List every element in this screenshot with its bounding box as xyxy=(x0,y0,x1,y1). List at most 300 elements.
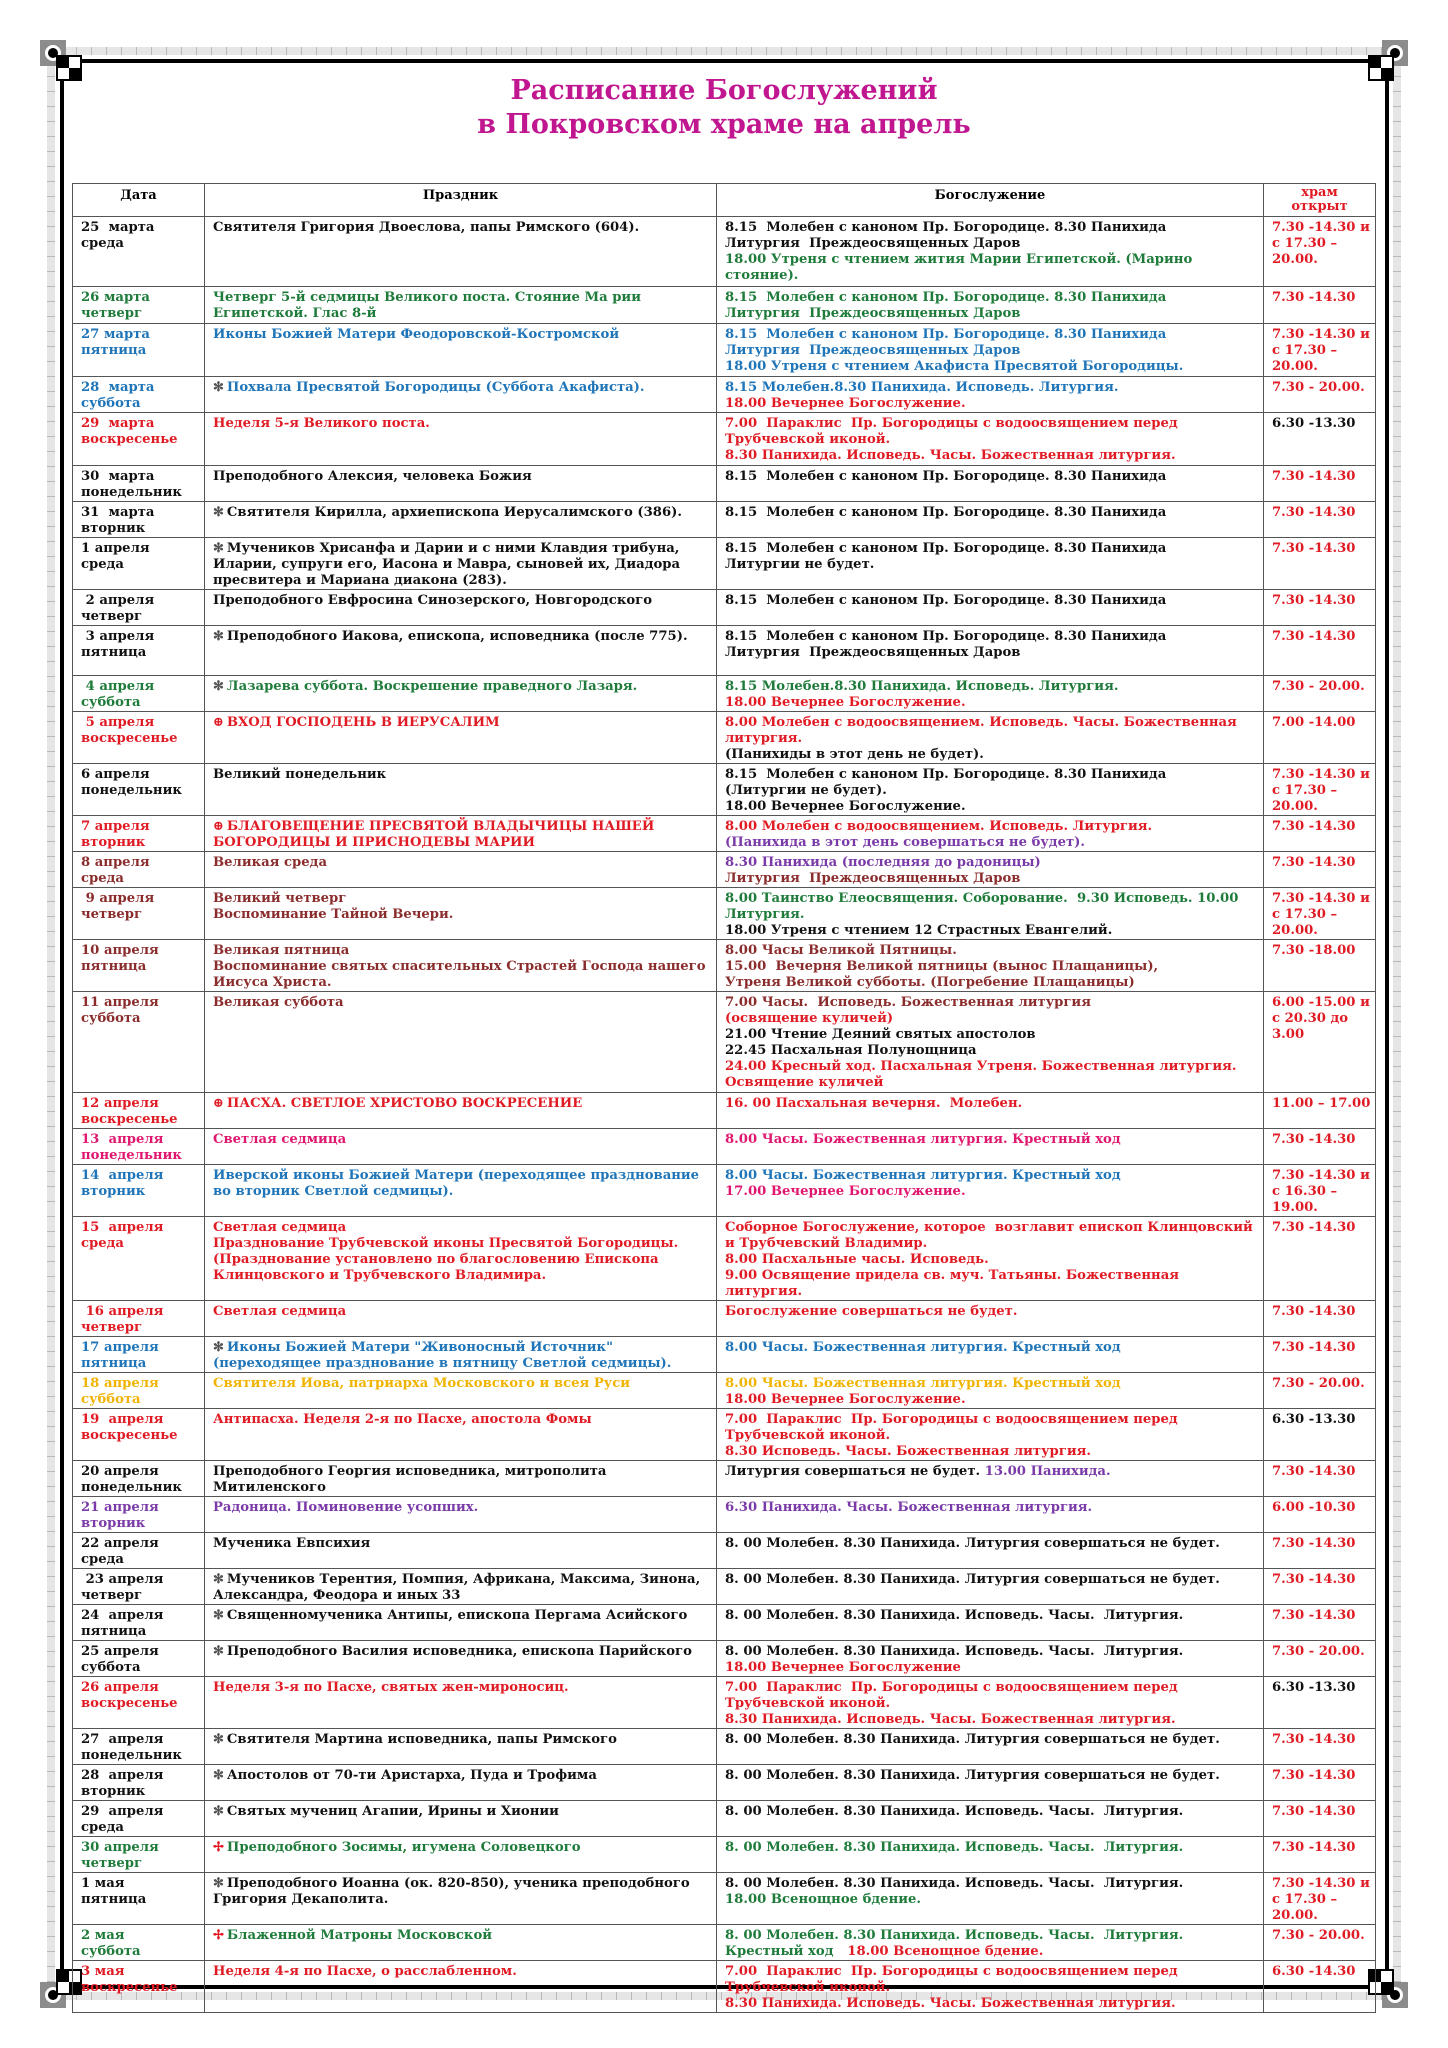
feast-cell xyxy=(205,1461,717,1497)
date-day: 13 апреля xyxy=(81,1132,164,1147)
date-cell xyxy=(73,590,205,626)
feast-label: Преподобного Зосимы, игумена Соловецкого xyxy=(226,1840,581,1855)
date-cell xyxy=(73,1409,205,1461)
date-weekday: четверг xyxy=(81,306,143,321)
service-line: Крестный ход xyxy=(725,1944,834,1959)
feast-label: Великая среда xyxy=(213,855,327,870)
service-cell xyxy=(717,1605,1264,1641)
open-hours-cell: 6.00 -10.30 xyxy=(1264,1497,1376,1533)
date-cell xyxy=(73,502,205,538)
feast-label: Антипасха. Неделя 2-я по Пасхе, апостола Фомы xyxy=(213,1412,592,1427)
feast-cell xyxy=(205,940,717,992)
date-day: 30 марта xyxy=(81,469,155,484)
feast-label: ПАСХА. СВЕТЛОЕ ХРИСТОВО ВОСКРЕСЕНИЕ xyxy=(226,1096,583,1111)
date-cell xyxy=(73,287,205,324)
date-day: 17 апреля xyxy=(81,1340,159,1355)
service-cell xyxy=(717,1569,1264,1605)
table-row xyxy=(73,1497,1376,1533)
date-cell xyxy=(73,1677,205,1729)
feast-label: Преподобного Алексия, человека Божия xyxy=(213,469,532,484)
page-title-line1: Расписание Богослужений xyxy=(510,75,938,106)
date-weekday: понедельник xyxy=(81,1480,182,1495)
date-cell xyxy=(73,816,205,852)
date-cell xyxy=(73,1569,205,1605)
cross-icon: ✢ xyxy=(213,1840,224,1855)
open-hours-cell: 7.30 -14.30 xyxy=(1264,1337,1376,1373)
table-row xyxy=(73,992,1376,1093)
date-weekday: четверг xyxy=(81,609,143,624)
feast-text xyxy=(213,505,708,521)
open-hours-cell: 7.30 -14.30 xyxy=(1264,1801,1376,1837)
date-day: 18 апреля xyxy=(81,1376,159,1391)
date-day: 5 апреля xyxy=(81,715,155,730)
feast-cell xyxy=(205,1165,717,1217)
feast-label: Святителя Мартина исповедника, папы Римского xyxy=(226,1732,617,1747)
feast-label: Светлая седмица xyxy=(213,1132,347,1147)
feast-text xyxy=(213,855,708,871)
service-line: 18.00 Вечернее Богослужение. xyxy=(725,695,966,710)
feast-label: Похвала Пресвятой Богородицы (Суббота Акафиста). xyxy=(226,380,645,395)
date-cell xyxy=(73,1961,205,2013)
table-row xyxy=(73,590,1376,626)
service-line: 8. 00 Молебен. 8.30 Панихида. Литургия совершаться не будет. xyxy=(725,1768,1220,1783)
open-hours-cell: 7.00 -14.00 xyxy=(1264,712,1376,764)
date-day: 3 апреля xyxy=(81,629,155,644)
feast-text xyxy=(213,469,708,485)
open-hours-cell: 7.30 -14.30 xyxy=(1264,1461,1376,1497)
date-day: 19 апреля xyxy=(81,1412,164,1427)
feast-text xyxy=(213,1768,708,1784)
feast-text xyxy=(213,1964,708,1980)
date-weekday: четверг xyxy=(81,907,143,922)
feast-cell xyxy=(205,852,717,888)
feast-text xyxy=(213,1928,708,1944)
service-line: 8. 00 Молебен. 8.30 Панихида. Исповедь. Часы. Литургия. xyxy=(725,1804,1184,1819)
feast-cell xyxy=(205,888,717,940)
service-line: Литургия Преждеосвященных Даров xyxy=(725,645,1021,660)
service-line: 7.00 Параклис Пр. Богородицы с водоосвящением перед Трубчевской иконой. xyxy=(725,1412,1183,1443)
service-cell xyxy=(717,1801,1264,1837)
service-cell xyxy=(717,590,1264,626)
date-cell xyxy=(73,940,205,992)
date-weekday: понедельник xyxy=(81,485,182,500)
date-day: 23 апреля xyxy=(81,1572,164,1587)
service-cell xyxy=(717,816,1264,852)
star-icon: ✻ xyxy=(213,380,224,395)
feast-label: Преподобного Иоанна (ок. 820-850), ученика преподобного Григория Декаполита. xyxy=(213,1876,690,1907)
date-weekday: воскресенье xyxy=(81,1428,178,1443)
service-line: 8. 00 Молебен. 8.30 Панихида. Исповедь. Часы. Литургия. xyxy=(725,1608,1184,1623)
feast-cell xyxy=(205,1961,717,2013)
table-row xyxy=(73,1337,1376,1373)
table-row xyxy=(73,1569,1376,1605)
open-hours-cell: 7.30 -14.30 xyxy=(1264,538,1376,590)
date-weekday: среда xyxy=(81,1236,124,1251)
table-row xyxy=(73,1301,1376,1337)
star-icon: ✻ xyxy=(213,629,224,644)
date-cell xyxy=(73,377,205,413)
table-row xyxy=(73,852,1376,888)
feast-text xyxy=(213,416,708,432)
service-line: 8. 00 Молебен. 8.30 Панихида. Литургия совершаться не будет. xyxy=(725,1536,1220,1551)
date-day: 2 мая xyxy=(81,1928,125,1943)
table-row xyxy=(73,1533,1376,1569)
feast-cell xyxy=(205,1677,717,1729)
feast-cell xyxy=(205,1729,717,1765)
feast-text xyxy=(213,1732,708,1748)
open-hours-cell: 7.30 -14.30 и с 17.30 – 20.00. xyxy=(1264,764,1376,816)
service-line: 8.15 Молебен с каноном Пр. Богородице. 8.30 Панихида xyxy=(725,469,1167,484)
date-weekday: понедельник xyxy=(81,1148,182,1163)
feast-label: Святителя Иова, патриарха Московского и всея Руси xyxy=(213,1376,631,1391)
table-row xyxy=(73,816,1376,852)
open-hours-cell: 6.00 -15.00 и с 20.30 до 3.00 xyxy=(1264,992,1376,1093)
date-cell xyxy=(73,1337,205,1373)
star-icon: ✻ xyxy=(213,1876,224,1891)
date-day: 9 апреля xyxy=(81,891,155,906)
date-day: 8 апреля xyxy=(81,855,150,870)
open-hours-cell: 7.30 -14.30 xyxy=(1264,502,1376,538)
service-line: 16. 00 Пасхальная вечерня. Молебен. xyxy=(725,1096,1023,1111)
service-cell xyxy=(717,413,1264,466)
date-cell xyxy=(73,413,205,466)
service-cell xyxy=(717,676,1264,712)
date-cell xyxy=(73,1129,205,1165)
open-hours-cell: 7.30 - 20.00. xyxy=(1264,676,1376,712)
header-feast: Праздник xyxy=(205,184,717,217)
feast-text xyxy=(213,1876,708,1908)
date-cell xyxy=(73,712,205,764)
frame-right-strip xyxy=(1393,62,1401,1986)
service-cell xyxy=(717,287,1264,324)
service-line: 18.00 Вечернее Богослужение. xyxy=(725,396,966,411)
feast-cell xyxy=(205,816,717,852)
service-line: (Панихида в этот день совершаться не будет). xyxy=(725,835,1085,850)
header-date: Дата xyxy=(73,184,205,217)
feast-label: Неделя 4-я по Пасхе, о расслабленном. xyxy=(213,1964,517,1979)
feast-text xyxy=(213,1376,708,1392)
open-hours-cell: 6.30 -13.30 xyxy=(1264,1409,1376,1461)
feast-text xyxy=(213,380,708,396)
date-cell xyxy=(73,1801,205,1837)
feast-cell xyxy=(205,764,717,816)
service-cell xyxy=(717,502,1264,538)
service-line: 21.00 Чтение Деяний святых апостолов xyxy=(725,1027,1036,1042)
date-cell xyxy=(73,217,205,287)
feast-text xyxy=(213,1572,708,1604)
service-cell xyxy=(717,852,1264,888)
feast-label: Воспоминание Тайной Вечери. xyxy=(213,907,454,922)
service-cell xyxy=(717,1165,1264,1217)
feast-cell xyxy=(205,1873,717,1925)
date-day: 10 апреля xyxy=(81,943,159,958)
date-cell xyxy=(73,888,205,940)
date-day: 15 апреля xyxy=(81,1220,164,1235)
date-day: 27 марта xyxy=(81,327,150,342)
feast-cell xyxy=(205,1925,717,1961)
date-cell xyxy=(73,1873,205,1925)
service-line: Литургия Преждеосвященных Даров xyxy=(725,343,1021,358)
service-line: 9.00 Освящение придела св. муч. Татьяны. Божественная литургия. xyxy=(725,1268,1184,1299)
service-cell xyxy=(717,217,1264,287)
service-line: Литургия Преждеосвященных Даров xyxy=(725,236,1021,251)
service-line: 18.00 Вечернее Богослужение. xyxy=(725,1392,966,1407)
service-cell xyxy=(717,1461,1264,1497)
date-day: 3 мая xyxy=(81,1964,125,1979)
service-line: 8.00 Часы. Божественная литургия. Крестный ход xyxy=(725,1340,1121,1355)
date-cell xyxy=(73,1729,205,1765)
service-line: Литургии не будет. xyxy=(725,557,875,572)
date-day: 24 апреля xyxy=(81,1608,164,1623)
date-cell xyxy=(73,992,205,1093)
date-day: 25 апреля xyxy=(81,1644,159,1659)
service-line: 8.15 Молебен с каноном Пр. Богородице. 8.30 Панихида xyxy=(725,541,1167,556)
service-line: 7.00 Параклис Пр. Богородицы с водоосвящением перед Трубчевской иконой. xyxy=(725,416,1183,447)
table-row xyxy=(73,324,1376,377)
date-cell xyxy=(73,1461,205,1497)
open-hours-cell: 7.30 -14.30 xyxy=(1264,1569,1376,1605)
feast-text xyxy=(213,1840,708,1856)
feast-text xyxy=(213,1536,708,1552)
date-day: 6 апреля xyxy=(81,767,150,782)
date-cell xyxy=(73,626,205,676)
schedule-body xyxy=(73,217,1376,2013)
service-cell xyxy=(717,1301,1264,1337)
frame-left-line xyxy=(60,59,64,1989)
feast-text xyxy=(213,1340,708,1372)
date-day: 14 апреля xyxy=(81,1168,164,1183)
date-day: 21 апреля xyxy=(81,1500,159,1515)
table-row xyxy=(73,1925,1376,1961)
date-weekday: суббота xyxy=(81,1392,141,1407)
header-open-hours: храм открыт xyxy=(1264,184,1376,217)
service-line: (Панихиды в этот день не будет). xyxy=(725,747,984,762)
table-row xyxy=(73,377,1376,413)
table-row xyxy=(73,712,1376,764)
service-cell xyxy=(717,1873,1264,1925)
service-cell xyxy=(717,1765,1264,1801)
feast-text xyxy=(213,220,708,236)
date-day: 25 марта xyxy=(81,220,155,235)
date-weekday: вторник xyxy=(81,1516,146,1531)
service-cell xyxy=(717,1373,1264,1409)
feast-cell xyxy=(205,1409,717,1461)
star-icon: ✻ xyxy=(213,679,224,694)
feast-label: Неделя 3-я по Пасхе, святых жен-мироносиц. xyxy=(213,1680,569,1695)
feast-label: Иверской иконы Божией Матери (переходящее празднование во вторник Светлой седмицы). xyxy=(213,1168,700,1199)
service-line: Соборное Богослужение, которое возглавит епископ Клинцовский и Трубчевский Владимир. xyxy=(725,1220,1258,1251)
date-weekday: воскресенье xyxy=(81,731,178,746)
service-cell xyxy=(717,626,1264,676)
service-cell xyxy=(717,1925,1264,1961)
service-line: 8.15 Молебен.8.30 Панихида. Исповедь. Литургия. xyxy=(725,380,1119,395)
feast-cell xyxy=(205,590,717,626)
open-hours-cell: 11.00 – 17.00 xyxy=(1264,1093,1376,1129)
service-line: (Литургии не будет). xyxy=(725,783,887,798)
service-cell xyxy=(717,1497,1264,1533)
service-line: 22.45 Пасхальная Полунощница xyxy=(725,1043,977,1058)
service-line: 18.00 Вечернее Богослужение xyxy=(725,1660,961,1675)
date-weekday: пятница xyxy=(81,959,147,974)
date-cell xyxy=(73,852,205,888)
star-icon: ✻ xyxy=(213,1608,224,1623)
feast-label: Иконы Божией Матери Феодоровской-Костромской xyxy=(213,327,620,342)
feast-label: Великий понедельник xyxy=(213,767,387,782)
service-line: 8.15 Молебен с каноном Пр. Богородице. 8.30 Панихида xyxy=(725,290,1167,305)
service-line: 13.00 Панихида. xyxy=(980,1464,1111,1479)
table-row xyxy=(73,1837,1376,1873)
date-cell xyxy=(73,1837,205,1873)
date-weekday: четверг xyxy=(81,1588,143,1603)
table-header-row xyxy=(73,184,1376,217)
feast-label: Празднование Трубчевской иконы Пресвятой Богородицы. (Празднование установлено по благословению Епископа Клинцовского и Трубчевского Владимира. xyxy=(213,1236,679,1283)
table-row xyxy=(73,413,1376,466)
feast-label: Мучеников Терентия, Помпия, Африкана, Максима, Зинона, Александра, Феодора и иных 33 xyxy=(213,1572,701,1603)
date-day: 31 марта xyxy=(81,505,155,520)
service-line: 8.15 Молебен с каноном Пр. Богородице. 8.30 Панихида xyxy=(725,629,1167,644)
star-icon: ✻ xyxy=(213,1804,224,1819)
feast-text xyxy=(213,1304,708,1320)
cross-circle-icon: ⊕ xyxy=(213,819,224,834)
date-weekday: четверг xyxy=(81,1856,143,1871)
date-day: 29 апреля xyxy=(81,1804,164,1819)
feast-cell xyxy=(205,1129,717,1165)
feast-cell xyxy=(205,1533,717,1569)
open-hours-cell: 6.30 -13.30 xyxy=(1264,1677,1376,1729)
date-day: 12 апреля xyxy=(81,1096,159,1111)
feast-cell xyxy=(205,1093,717,1129)
open-hours-cell: 7.30 -14.30 и с 17.30 – 20.00. xyxy=(1264,888,1376,940)
feast-cell xyxy=(205,626,717,676)
open-hours-cell: 6.30 -13.30 xyxy=(1264,413,1376,466)
service-cell xyxy=(717,466,1264,502)
service-line: 18.00 Вечернее Богослужение. xyxy=(725,799,966,814)
star-icon: ✻ xyxy=(213,1768,224,1783)
star-icon: ✻ xyxy=(213,1732,224,1747)
date-weekday: вторник xyxy=(81,521,146,536)
service-cell xyxy=(717,1409,1264,1461)
service-line: Богослужение совершаться не будет. xyxy=(725,1304,1018,1319)
star-icon: ✻ xyxy=(213,1644,224,1659)
service-line: 7.00 Параклис Пр. Богородицы с водоосвящением перед Трубчевской иконой. xyxy=(725,1680,1183,1711)
feast-label: Великий четверг xyxy=(213,891,347,906)
feast-text xyxy=(213,1236,708,1284)
star-icon: ✻ xyxy=(213,1340,224,1355)
open-hours-cell: 7.30 - 20.00. xyxy=(1264,1641,1376,1677)
service-line: Утреня Великой субботы. (Погребение Плащаницы) xyxy=(725,975,1135,990)
service-cell xyxy=(717,992,1264,1093)
feast-label: Мучеников Хрисанфа и Дарии и с ними Клавдия трибуна, Иларии, супруги его, Иасона и Мавра, сыновей их, Диадора пресвитера и Мариана диакона (283). xyxy=(213,541,681,588)
table-row xyxy=(73,1409,1376,1461)
feast-label: Преподобного Василия исповедника, епископа Парийского xyxy=(226,1644,692,1659)
open-hours-cell: 7.30 -14.30 xyxy=(1264,626,1376,676)
open-hours-cell: 7.30 -14.30 xyxy=(1264,1837,1376,1873)
feast-text xyxy=(213,715,708,731)
schedule-table xyxy=(72,183,1376,2013)
date-weekday: среда xyxy=(81,236,124,251)
feast-cell xyxy=(205,1837,717,1873)
table-row xyxy=(73,1217,1376,1301)
feast-text xyxy=(213,995,708,1011)
service-line: 8. 00 Молебен. 8.30 Панихида. Исповедь. Часы. Литургия. xyxy=(725,1644,1184,1659)
service-line: 8.15 Молебен с каноном Пр. Богородице. 8.30 Панихида xyxy=(725,767,1167,782)
table-row xyxy=(73,1093,1376,1129)
date-weekday: понедельник xyxy=(81,783,182,798)
date-cell xyxy=(73,676,205,712)
feast-text xyxy=(213,629,708,645)
open-hours-cell: 7.30 -14.30 xyxy=(1264,1301,1376,1337)
service-cell xyxy=(717,1337,1264,1373)
feast-cell xyxy=(205,1337,717,1373)
feast-text xyxy=(213,1804,708,1820)
feast-label: Святителя Григория Двоеслова, папы Римского (604). xyxy=(213,220,640,235)
date-cell xyxy=(73,1641,205,1677)
open-hours-cell: 7.30 -14.30 xyxy=(1264,1217,1376,1301)
date-cell xyxy=(73,466,205,502)
feast-label: ВХОД ГОСПОДЕНЬ В ИЕРУСАЛИМ xyxy=(226,715,500,730)
date-day: 7 апреля xyxy=(81,819,150,834)
date-weekday: понедельник xyxy=(81,1748,182,1763)
open-hours-cell: 7.30 -14.30 xyxy=(1264,1765,1376,1801)
service-line: 8.30 Панихида. Исповедь. Часы. Божественная литургия. xyxy=(725,1996,1176,2011)
frame-top-line xyxy=(62,59,1387,63)
date-cell xyxy=(73,1301,205,1337)
table-row xyxy=(73,1605,1376,1641)
feast-cell xyxy=(205,1497,717,1533)
feast-text xyxy=(213,1220,708,1236)
service-line: 7.00 Часы. Исповедь. Божественная литургия xyxy=(725,995,1091,1010)
open-hours-cell: 7.30 -14.30 xyxy=(1264,287,1376,324)
service-cell xyxy=(717,940,1264,992)
service-line: 8.00 Часы. Божественная литургия. Крестный ход xyxy=(725,1168,1121,1183)
feast-cell xyxy=(205,413,717,466)
table-row xyxy=(73,287,1376,324)
feast-cell xyxy=(205,324,717,377)
feast-text xyxy=(213,1500,708,1516)
date-weekday: суббота xyxy=(81,1660,141,1675)
service-line: Литургия совершаться не будет. xyxy=(725,1464,981,1479)
feast-cell xyxy=(205,1373,717,1409)
table-row xyxy=(73,1765,1376,1801)
service-line: 8.00 Молебен с водоосвящением. Исповедь. Часы. Божественная литургия. xyxy=(725,715,1242,746)
feast-label: Неделя 5-я Великого поста. xyxy=(213,416,430,431)
service-cell xyxy=(717,324,1264,377)
feast-label: Блаженной Матроны Московской xyxy=(226,1928,493,1943)
star-icon: ✻ xyxy=(213,505,224,520)
date-weekday: воскресенье xyxy=(81,1112,178,1127)
table-row xyxy=(73,1801,1376,1837)
date-cell xyxy=(73,1217,205,1301)
feast-text xyxy=(213,541,708,589)
service-cell xyxy=(717,712,1264,764)
feast-cell xyxy=(205,1801,717,1837)
date-weekday: четверг xyxy=(81,1320,143,1335)
feast-text xyxy=(213,290,708,322)
service-line: 8.15 Молебен с каноном Пр. Богородице. 8.30 Панихида xyxy=(725,505,1167,520)
feast-text xyxy=(213,1680,708,1696)
service-cell xyxy=(717,1677,1264,1729)
feast-cell xyxy=(205,676,717,712)
page-title xyxy=(0,74,1448,142)
date-day: 26 апреля xyxy=(81,1680,159,1695)
date-weekday: суббота xyxy=(81,695,141,710)
feast-text xyxy=(213,1132,708,1148)
date-day: 28 апреля xyxy=(81,1768,164,1783)
service-line: 8.30 Панихида (последняя до радоницы) xyxy=(725,855,1041,870)
feast-text xyxy=(213,327,708,343)
page-title-line2: в Покровском храме на апрель xyxy=(477,109,971,140)
service-line: 8.30 Панихида. Исповедь. Часы. Божественная литургия. xyxy=(725,448,1176,463)
